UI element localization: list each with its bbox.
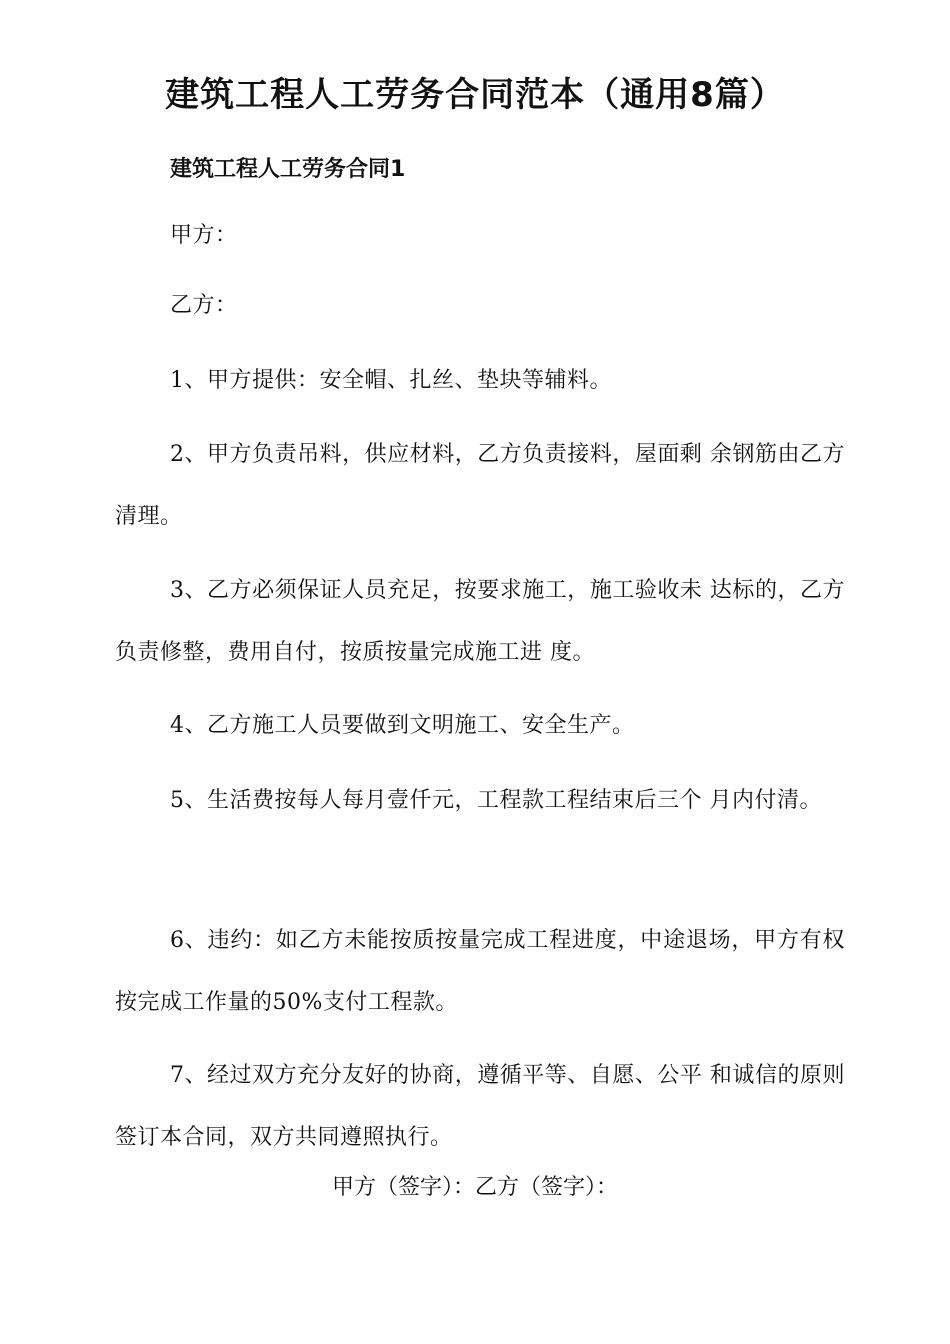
party-b-line: 乙方： <box>170 293 238 318</box>
clause-6: 6、违约：如乙方未能按质按量完成工程进度，中途退场，甲方有权按完成工作量的50%支付工程款。 <box>115 928 845 1015</box>
clause-5: 5、生活费按每人每月壹仟元，工程款工程结束后三个 月内付清。 <box>170 788 822 813</box>
clause-3: 3、乙方必须保证人员充足，按要求施工，施工验收未 达标的，乙方负责修整，费用自付，按质按量完成施工进 度。 <box>115 578 845 665</box>
signature-line: 甲方（签字）：乙方（签字）： <box>331 1175 618 1200</box>
clause-2: 2、甲方负责吊料，供应材料，乙方负责接料，屋面剩 余钢筋由乙方清理。 <box>115 442 845 529</box>
document-title: 建筑工程人工劳务合同范本（通用8篇） <box>165 75 785 115</box>
clause-7: 7、经过双方充分友好的协商，遵循平等、自愿、公平 和诚信的原则签订本合同，双方共同遵照执行。 <box>115 1063 845 1150</box>
contract-subtitle: 建筑工程人工劳务合同1 <box>170 157 406 182</box>
clause-4: 4、乙方施工人员要做到文明施工、安全生产。 <box>170 713 635 738</box>
party-a-line: 甲方： <box>170 223 238 248</box>
clause-1: 1、甲方提供：安全帽、扎丝、垫块等辅料。 <box>170 368 612 393</box>
